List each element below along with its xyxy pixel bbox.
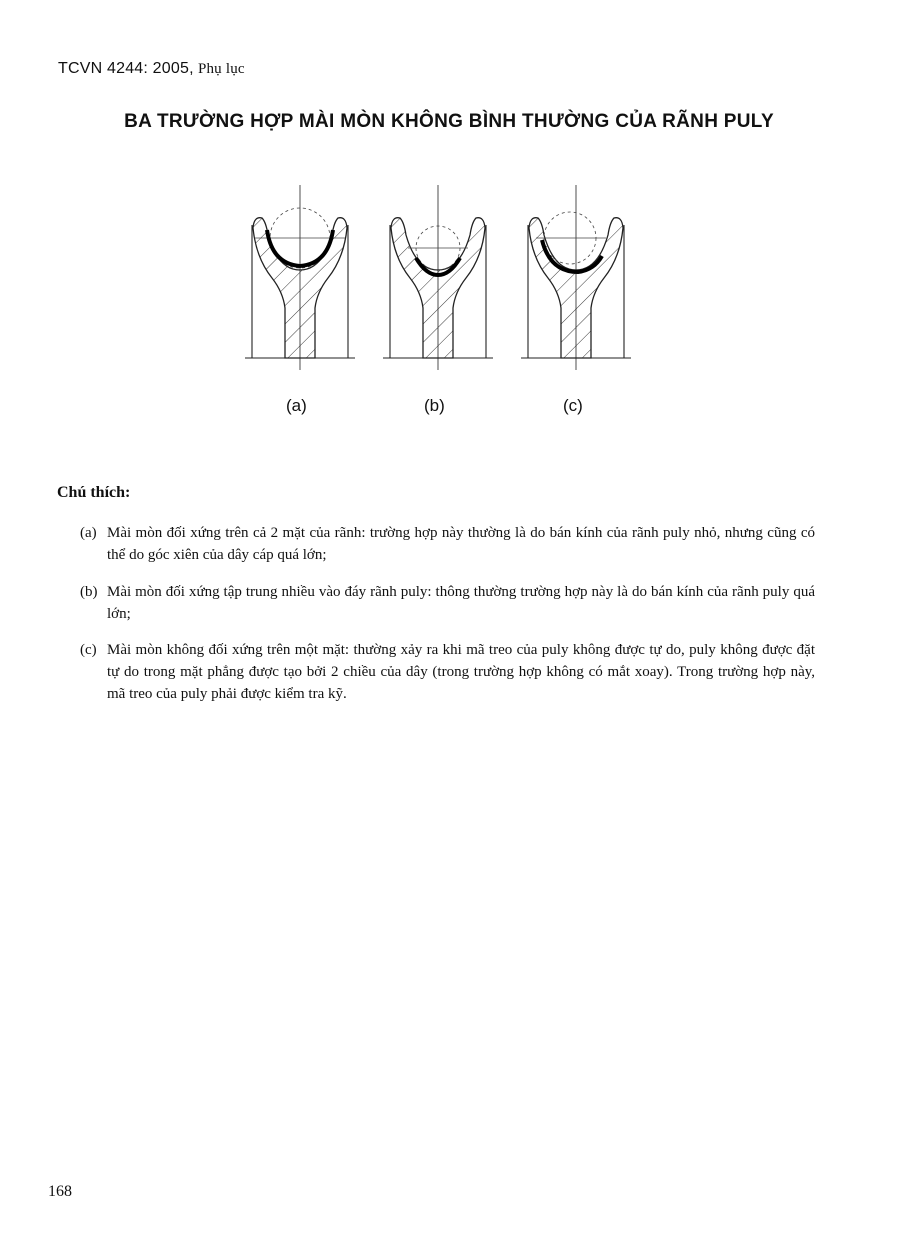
note-text: Mài mòn đối xứng tập trung nhiều vào đáy rãnh puly: thông thường trường hợp này là do bán kính của rãnh puly quá lớn; [107, 584, 815, 622]
note-marker: (a) [80, 525, 97, 541]
page-number: 168 [48, 1183, 72, 1200]
page-title: BA TRƯỜNG HỢP MÀI MÒN KHÔNG BÌNH THƯỜNG CỦA RÃNH PULY [124, 111, 774, 132]
pulley-section-b [383, 185, 493, 370]
note-text: Mài mòn đối xứng trên cả 2 mặt của rãnh: trường hợp này thường là do bán kính của rãnh puly nhỏ, nhưng cũng có thể do góc xiên của dây cáp quá lớn; [107, 525, 815, 563]
section-label: Phụ lục [197, 61, 245, 77]
standard-code: TCVN 4244: 2005, [58, 60, 194, 77]
document-header [58, 60, 245, 78]
note-marker: (c) [80, 642, 97, 658]
pulley-section-c [521, 185, 631, 370]
pulley-section-a [245, 185, 355, 370]
note-item-b [80, 581, 815, 625]
note-text: Mài mòn không đối xứng trên một mặt: thường xảy ra khi mã treo của puly không được tự do, puly không được đặt tự do trong mặt phẳng được tạo bởi 2 chiều của dây (trong trường hợp không có mắt xoay). Trong trường hợp này, mã treo của puly phải được kiểm tra kỹ. [107, 642, 815, 702]
note-item-c [80, 639, 815, 705]
note-item-a [80, 522, 815, 566]
note-marker: (b) [80, 584, 98, 600]
figure-label-c: (c) [563, 396, 583, 415]
notes-heading: Chú thích: [57, 484, 131, 501]
figure-label-a: (a) [286, 396, 307, 415]
figure-label-b: (b) [424, 396, 445, 415]
pulley-groove-figure [238, 180, 638, 370]
